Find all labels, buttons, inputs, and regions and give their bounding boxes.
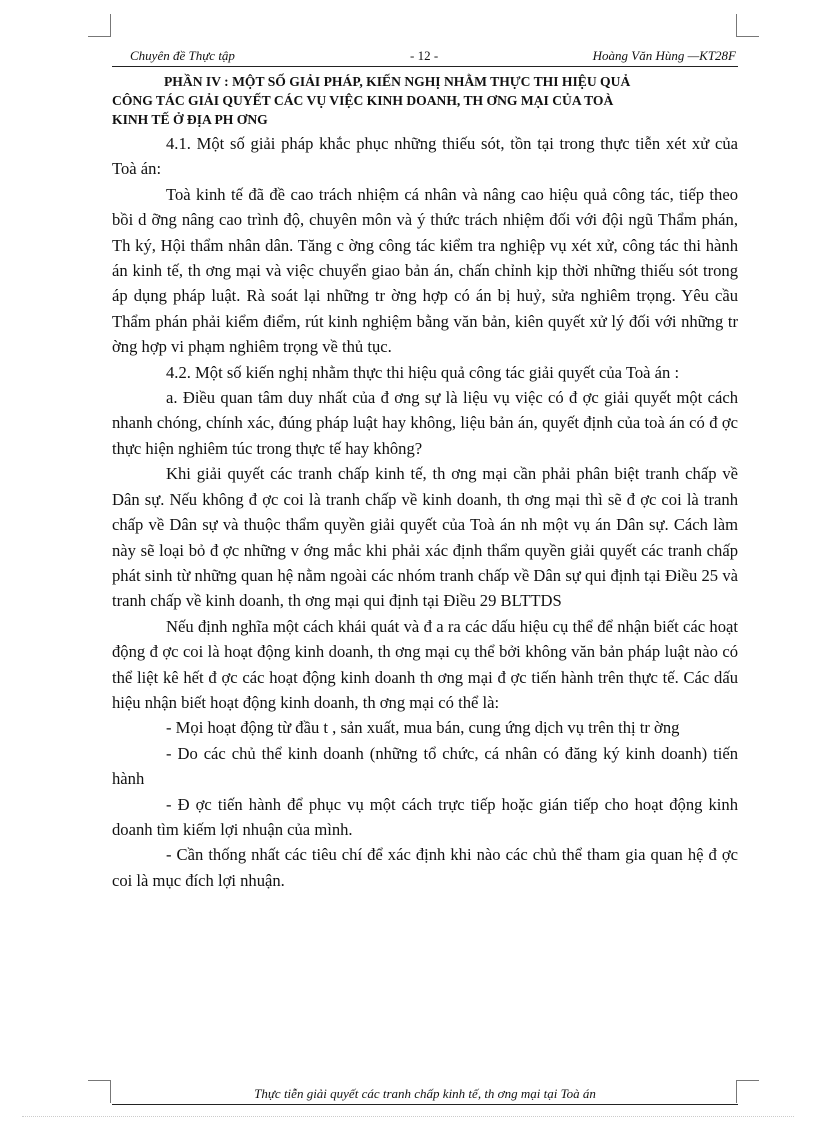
page-body [112,72,738,893]
paragraph: Toà kinh tế đã đề cao trách nhiệm cá nhân và nâng cao hiệu quả công tác, tiếp theo bồi d ỡng nâng cao trình độ, chuyên môn và ý thức trách nhiệm đối với đội ngũ Thẩm phán, Th ký, Hội thẩm nhân dân. Tăng c ờng công tác kiểm tra nghiệp vụ xét xử, công tác thi hành án kinh tế, th ơng mại và việc chuyển giao bản án, chấn chỉnh kịp thời những thiếu sót trong áp dụng pháp luật. Rà soát lại những tr ờng hợp có án bị huỷ, sửa nghiêm trọng. Yêu cầu Thẩm phán phải kiểm điểm, rút kinh nghiệm bằng văn bản, kiên quyết xử lý đối với những tr ờng hợp vi phạm nghiêm trọng về thủ tục. [112,184,738,357]
page-header [112,44,738,67]
crop-mark-top-right [736,14,759,37]
paragraph: 4.1. Một số giải pháp khắc phục những thiếu sót, tồn tại trong thực tiễn xét xử của Toà án: [112,134,738,179]
bullet-item: - Do các chủ thể kinh doanh (những tổ chức, cá nhân có đăng ký kinh doanh) tiến hành [112,743,738,789]
paragraph: 4.2. Một số kiến nghị nhằm thực thi hiệu quả công tác giải quyết của Toà án : [166,362,680,382]
footer-text: Thực tiễn giải quyết các tranh chấp kinh tế, th ơng mại tại Toà án [254,1086,596,1101]
bullet-item: - Cần thống nhất các tiêu chí để xác định khi nào các chủ thể tham gia quan hệ đ ợc coi là mục đích lợi nhuận. [112,845,738,890]
paragraph: Khi giải quyết các tranh chấp kinh tế, th ơng mại cần phải phân biệt tranh chấp về Dân sự. Nếu không đ ợc coi là tranh chấp về kinh doanh, th ơng mại thì sẽ đ ợc coi là tranh chấp về Dân sự và thuộc thẩm quyền giải quyết của Toà án nh một vụ án Dân sự. Cách làm này sẽ loại bỏ đ ợc những v ớng mắc khi phải xác định thẩm quyền giải quyết các tranh chấp phát sinh từ những quan hệ nằm ngoài các nhóm tranh chấp về Dân sự qui định tại Điều 25 và tranh chấp về kinh doanh, th ơng mại qui định tại Điều 29 BLTTDS [112,464,738,611]
header-left-text: Chuyên đề Thực tập [130,48,235,63]
title-line-2: CÔNG TÁC GIẢI QUYẾT CÁC VỤ VIỆC KINH DOANH, TH ƠNG MẠI CỦA TOÀ [112,93,614,108]
bullet-item: - Đ ợc tiến hành để phục vụ một cách trực tiếp hoặc gián tiếp cho hoạt động kinh doanh tìm kiếm lợi nhuận của mình. [112,794,738,839]
bullet-item: - Mọi hoạt động từ đầu t , sản xuất, mua bán, cung ứng dịch vụ trên thị tr ờng [166,718,680,738]
page-number: - 12 - [410,48,439,63]
paragraph: Nếu định nghĩa một cách khái quát và đ a ra các dấu hiệu cụ thể để nhận biết các hoạt động đ ợc coi là hoạt động kinh doanh, th ơng mại cụ thể bởi không văn bản pháp luật nào có thể liệt kê hết đ ợc các hoạt động kinh doanh th ơng mại đ ợc tiến hành trên thực tế. Các dấu hiệu nhận biết hoạt động kinh doanh, th ơng mại có thể là: [112,616,738,712]
header-author: Hoàng Văn Hùng —KT28F [592,48,736,63]
title-line-3: KINH TẾ Ở ĐỊA PH ƠNG [112,112,268,127]
title-line-1: PHẦN IV : MỘT SỐ GIẢI PHÁP, KIẾN NGHỊ NHẰM THỰC THI HIỆU QUẢ [164,74,631,89]
page-footer [112,1084,738,1105]
paragraph: a. Điều quan tâm duy nhất của đ ơng sự là liệu vụ việc có đ ợc giải quyết một cách nhanh chóng, chính xác, đúng pháp luật hay không, liệu bản án, quyết định của toà án có đ ợc thực hiện nghiêm túc trong thực tế hay không? [112,388,738,458]
crop-mark-bottom-right [736,1080,759,1103]
crop-mark-top-left [88,14,111,37]
bottom-divider [22,1116,794,1117]
crop-mark-bottom-left [88,1080,111,1103]
section-title [112,72,738,129]
